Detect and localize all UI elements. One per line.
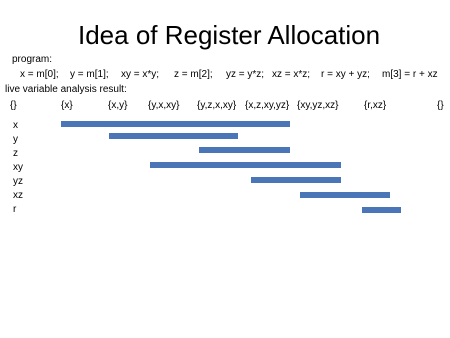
program-label: program:: [12, 54, 53, 65]
statement-2: y = m[1];: [70, 69, 109, 80]
live-range-z: [199, 147, 290, 153]
live-range-yz: [251, 177, 341, 183]
statement-6: xz = x*z;: [272, 69, 311, 80]
var-label-xz: xz: [13, 190, 23, 201]
var-label-z: z: [13, 148, 18, 159]
var-label-y: y: [13, 134, 18, 145]
var-label-r: r: [13, 204, 17, 215]
live-range-y: [109, 133, 238, 139]
statement-4: z = m[2];: [174, 69, 213, 80]
statement-7: r = xy + yz;: [321, 69, 370, 80]
live-set-6: {x,z,xy,yz}: [245, 100, 290, 111]
statement-8: m[3] = r + xz: [382, 69, 438, 80]
live-set-4: {y,x,xy}: [148, 100, 180, 111]
live-set-7: {xy,yz,xz}: [297, 100, 339, 111]
live-range-r: [362, 207, 401, 213]
live-set-5: {y,z,x,xy}: [197, 100, 237, 111]
statement-5: yz = y*z;: [226, 69, 265, 80]
live-set-9: {}: [437, 100, 444, 111]
slide-title: Idea of Register Allocation: [78, 20, 381, 50]
live-set-1: {}: [10, 100, 17, 111]
statement-3: xy = x*y;: [121, 69, 160, 80]
var-label-yz: yz: [13, 176, 23, 187]
live-set-2: {x}: [61, 100, 73, 111]
live-range-x: [61, 121, 290, 127]
live-range-xy: [150, 162, 341, 168]
statement-1: x = m[0];: [20, 69, 59, 80]
liveness-label: live variable analysis result:: [5, 84, 127, 95]
live-set-3: {x,y}: [108, 100, 128, 111]
live-range-xz: [300, 192, 390, 198]
var-label-x: x: [13, 120, 18, 131]
live-set-8: {r,xz}: [364, 100, 387, 111]
var-label-xy: xy: [13, 162, 23, 173]
